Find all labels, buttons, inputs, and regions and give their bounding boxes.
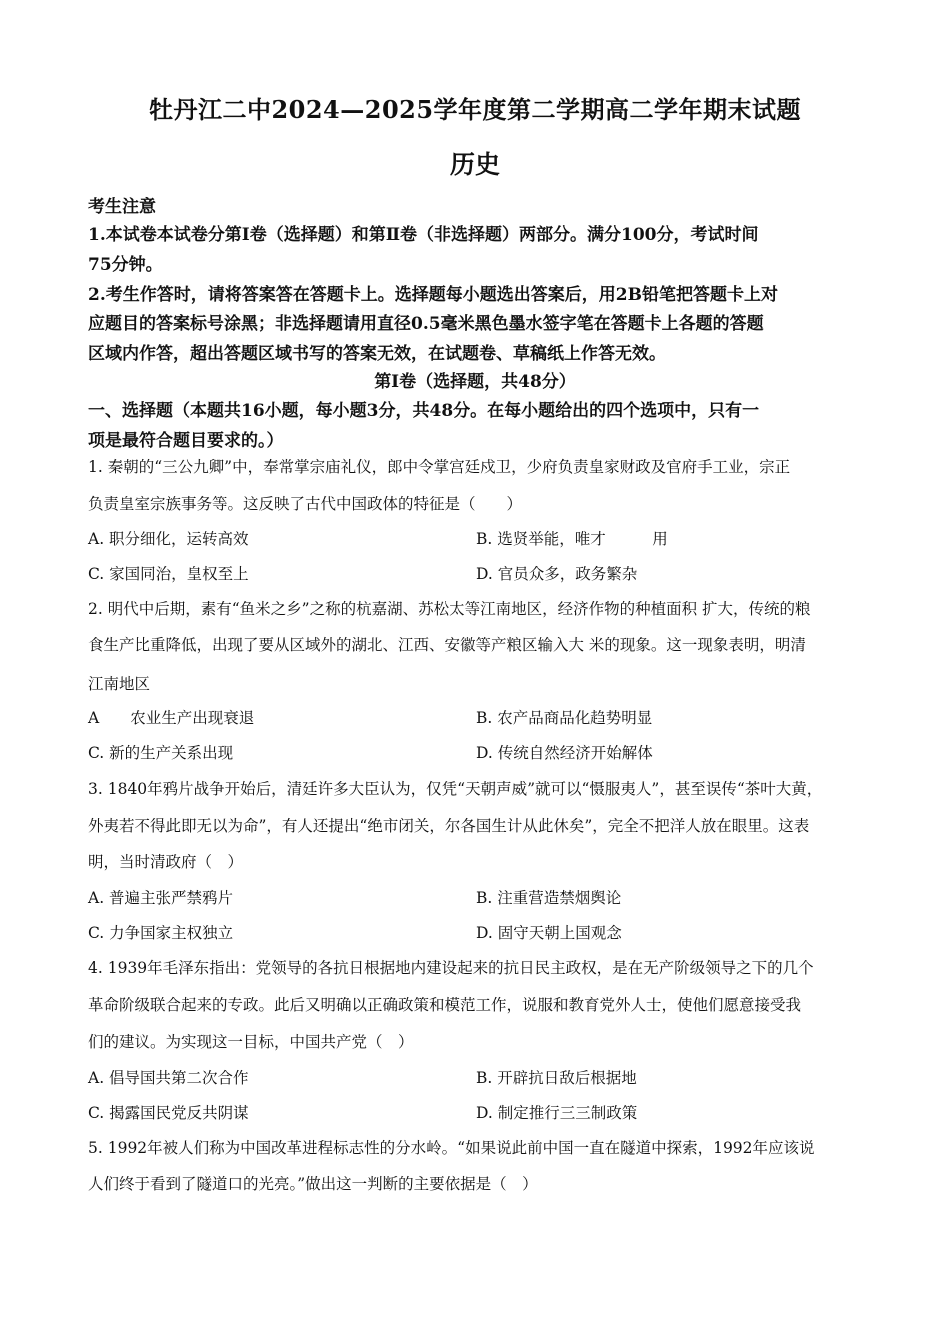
option-a: A. 倡导国共第二次合作 — [88, 1069, 249, 1087]
question-text: 3. 1840年鸦片战争开始后，清廷许多大臣认为，仅凭“天朝声威”就可以“慑服夷人”，甚至误传“茶叶大黄， — [88, 780, 823, 798]
question-text: 明，当时清政府（ ） — [88, 853, 244, 871]
option-c: C. 新的生产关系出现 — [88, 744, 234, 762]
option-b: B. 农产品商品化趋势明显 — [476, 709, 653, 727]
question-text: 4. 1939年毛泽东指出：党领导的各抗日根据地内建设起来的抗日民主政权，是在无产阶级领导之下的几个 — [88, 959, 814, 977]
notice-line: 区域内作答，超出答题区域书写的答案无效，在试题卷、草稿纸上作答无效。 — [88, 344, 666, 364]
notice-line: 75分钟。 — [88, 255, 163, 275]
question-text: 负责皇室宗族事务等。这反映了古代中国政体的特征是（ ） — [88, 495, 523, 513]
notice-line: 2.考生作答时，请将答案答在答题卡上。选择题每小题选出答案后，用2B铅笔把答题卡上对 — [88, 285, 778, 305]
option-d: D. 固守天朝上国观念 — [476, 924, 622, 942]
notice-line: 应题目的答案标号涂黑；非选择题请用直径0.5毫米黑色墨水签字笔在答题卡上各题的答题 — [88, 314, 764, 334]
section-title: 第Ⅰ卷（选择题，共48分） — [374, 372, 576, 392]
question-text: 们的建议。为实现这一目标，中国共产党（ ） — [88, 1033, 414, 1051]
question-text: 外夷若不得此即无以为命”，有人还提出“绝市闭关，尔各国生计从此休矣”，完全不把洋人放在眼里。这表 — [88, 817, 810, 835]
question-text: 2. 明代中后期，素有“鱼米之乡”之称的杭嘉湖、苏松太等江南地区，经济作物的种植面积 扩大，传统的粮 — [88, 600, 811, 618]
option-d: D. 官员众多，政务繁杂 — [476, 565, 638, 583]
option-b: B. 开辟抗日敌后根据地 — [476, 1069, 637, 1087]
option-c: C. 家国同治，皇权至上 — [88, 565, 249, 583]
option-a: A. 职分细化，运转高效 — [88, 530, 249, 548]
option-d: D. 制定推行三三制政策 — [476, 1104, 638, 1122]
question-text: 江南地区 — [88, 675, 151, 693]
question-text: 人们终于看到了隧道口的光亮。”做出这一判断的主要依据是（ ） — [88, 1175, 538, 1193]
question-text: 5. 1992年被人们称为中国改革进程标志性的分水岭。“如果说此前中国一直在隧道中探索，1992年应该说 — [88, 1139, 815, 1157]
option-a: A 农业生产出现衰退 — [88, 709, 255, 727]
option-d: D. 传统自然经济开始解体 — [476, 744, 653, 762]
question-text: 革命阶级联合起来的专政。此后又明确以正确政策和模范工作，说服和教育党外人士，使他们愿意接受我 — [88, 996, 802, 1014]
option-a: A. 普遍主张严禁鸦片 — [88, 889, 234, 907]
section-instruction: 项是最符合题目要求的。） — [88, 431, 284, 451]
subject-title: 历史 — [449, 150, 500, 179]
option-b: B. 选贤举能，唯才 用 — [476, 530, 668, 548]
notice-heading: 考生注意 — [88, 197, 156, 217]
question-text: 1. 秦朝的“三公九卿”中，奉常掌宗庙礼仪，郎中令掌宫廷戍卫，少府负责皇家财政及官府手工业，宗正 — [88, 458, 791, 476]
notice-line: 1.本试卷本试卷分第Ⅰ卷（选择题）和第Ⅱ卷（非选择题）两部分。满分100分，考试时间 — [88, 225, 759, 245]
option-c: C. 力争国家主权独立 — [88, 924, 234, 942]
section-instruction: 一、选择题（本题共16小题，每小题3分，共48分。在每小题给出的四个选项中，只有一 — [88, 401, 760, 421]
option-b: B. 注重营造禁烟舆论 — [476, 889, 622, 907]
exam-title: 牡丹江二中2024—2025学年度第二学期高二学年期末试题 — [148, 95, 802, 124]
option-c: C. 揭露国民党反共阴谋 — [88, 1104, 249, 1122]
question-text: 食生产比重降低，出现了要从区域外的湖北、江西、安徽等产粮区输入大 米的现象。这一现象表明，明清 — [88, 636, 806, 654]
